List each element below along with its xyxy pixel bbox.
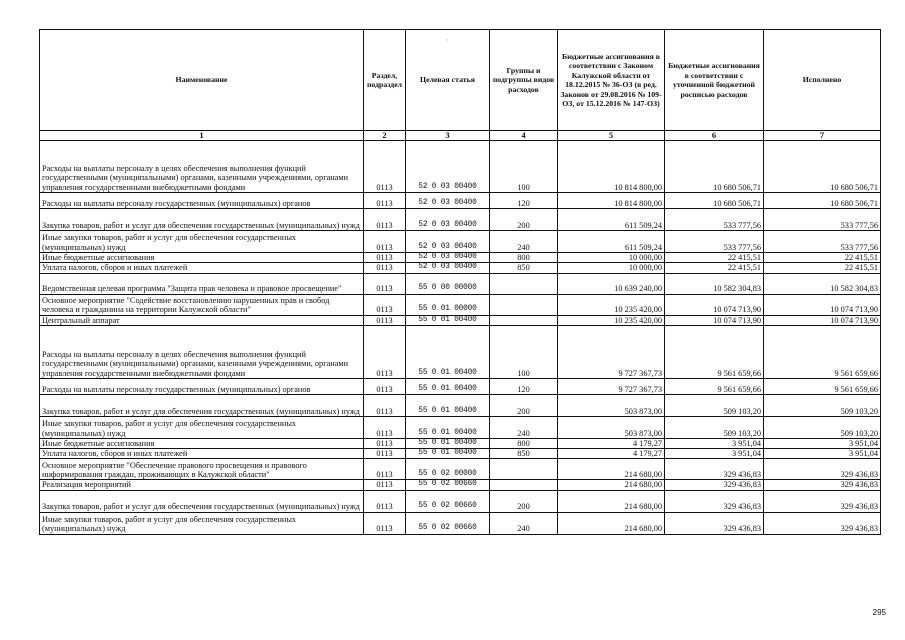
- row-approved: 611 509,24: [558, 209, 665, 231]
- row-section: 0113: [364, 480, 406, 490]
- row-section: 0113: [364, 459, 406, 480]
- table-row: [40, 294, 881, 315]
- row-name: Ведомственная целевая программа "Защита прав человека и правовое просвещение": [40, 273, 364, 294]
- row-refined: 22 415,51: [665, 253, 764, 263]
- row-executed: 10 680 506,71: [764, 193, 881, 209]
- row-section: 0113: [364, 438, 406, 448]
- header-target: Целевая статья: [406, 30, 490, 131]
- row-name: Иные бюджетные ассигнования: [40, 438, 364, 448]
- row-name: Иные закупки товаров, работ и услуг для обеспечения государственных (муниципальных) нужд: [40, 231, 364, 253]
- row-group: 200: [490, 490, 558, 512]
- row-section: 0113: [364, 315, 406, 325]
- table-row: [40, 449, 881, 459]
- row-approved: 10 814 800,00: [558, 141, 665, 193]
- row-target: 52 0 03 00400: [406, 141, 490, 193]
- row-approved: 10 639 240,00: [558, 273, 665, 294]
- scan-mark: `: [446, 40, 449, 47]
- row-refined: 22 415,51: [665, 263, 764, 273]
- row-approved: 10 814 800,00: [558, 193, 665, 209]
- row-refined: 10 680 506,71: [665, 193, 764, 209]
- col-number: 4: [490, 131, 558, 141]
- row-target: 52 0 03 00400: [406, 209, 490, 231]
- row-target: 55 0 01 00400: [406, 325, 490, 378]
- row-section: 0113: [364, 449, 406, 459]
- row-name: Расходы на выплаты персоналу в целях обеспечения выполнения функций государственными (муниципальными) органами, казенными учреждениями, органами управления государственными внебюджетными фондами: [40, 325, 364, 378]
- row-approved: 214 680,00: [558, 480, 665, 490]
- row-section: 0113: [364, 416, 406, 438]
- row-section: 0113: [364, 253, 406, 263]
- row-group: [490, 294, 558, 315]
- row-executed: 329 436,83: [764, 480, 881, 490]
- row-section: 0113: [364, 490, 406, 512]
- row-approved: 10 235 420,00: [558, 315, 665, 325]
- row-name: Расходы на выплаты персоналу государственных (муниципальных) органов: [40, 378, 364, 394]
- budget-table: [39, 29, 881, 535]
- table-row: [40, 231, 881, 253]
- row-section: 0113: [364, 325, 406, 378]
- table-row: [40, 416, 881, 438]
- row-target: 52 0 03 00400: [406, 193, 490, 209]
- row-target: 55 0 00 00000: [406, 273, 490, 294]
- row-group: 100: [490, 141, 558, 193]
- row-executed: 10 582 304,83: [764, 273, 881, 294]
- row-name: Основное мероприятие "Обеспечение правового просвещения и правового информирования граждан, проживающих в Калужской области": [40, 459, 364, 480]
- header-row: [40, 30, 881, 131]
- table-row: [40, 438, 881, 448]
- row-target: 52 0 03 00400: [406, 263, 490, 273]
- row-name: Реализация мероприятий: [40, 480, 364, 490]
- row-name: Закупка товаров, работ и услуг для обеспечения государственных (муниципальных) нужд: [40, 490, 364, 512]
- row-approved: 503 873,00: [558, 416, 665, 438]
- row-executed: 509 103,20: [764, 416, 881, 438]
- row-group: 120: [490, 378, 558, 394]
- row-refined: 9 561 659,66: [665, 378, 764, 394]
- row-target: 55 0 01 00400: [406, 315, 490, 325]
- row-refined: 533 777,56: [665, 231, 764, 253]
- row-approved: 10 235 420,00: [558, 294, 665, 315]
- col-number: 6: [665, 131, 764, 141]
- row-target: 55 0 01 00400: [406, 416, 490, 438]
- row-executed: 9 561 659,66: [764, 378, 881, 394]
- table-row: [40, 141, 881, 193]
- row-group: 240: [490, 231, 558, 253]
- table-row: [40, 315, 881, 325]
- row-group: [490, 315, 558, 325]
- row-refined: 10 680 506,71: [665, 141, 764, 193]
- header-section: Раздел, подраздел: [364, 30, 406, 131]
- row-name: Расходы на выплаты персоналу государственных (муниципальных) органов: [40, 193, 364, 209]
- table-row: [40, 209, 881, 231]
- table-row: [40, 263, 881, 273]
- row-refined: 329 436,83: [665, 480, 764, 490]
- row-refined: 329 436,83: [665, 512, 764, 534]
- row-target: 52 0 03 00400: [406, 231, 490, 253]
- row-refined: 509 103,20: [665, 416, 764, 438]
- row-approved: 214 680,00: [558, 512, 665, 534]
- header-executed: Исполнено: [764, 30, 881, 131]
- row-section: 0113: [364, 193, 406, 209]
- row-executed: 533 777,56: [764, 209, 881, 231]
- row-section: 0113: [364, 378, 406, 394]
- table-row: [40, 459, 881, 480]
- row-group: [490, 459, 558, 480]
- row-target: 55 0 01 00400: [406, 438, 490, 448]
- row-refined: 10 582 304,83: [665, 273, 764, 294]
- table-row: [40, 193, 881, 209]
- header-approved: Бюджетные ассигнования в соответствии с Законом Калужской области от 18.12.2015 № 36-ОЗ (в ред. Законов от 29.08.2016 № 109-ОЗ, от 15.12.2016 № 147-ОЗ): [558, 30, 665, 131]
- row-name: Расходы на выплаты персоналу в целях обеспечения выполнения функций государственными (муниципальными) органами, казенными учреждениями, органами управления государственными внебюджетными фондами: [40, 141, 364, 193]
- row-approved: 214 680,00: [558, 459, 665, 480]
- row-executed: 509 103,20: [764, 394, 881, 416]
- header-name: Наименование: [40, 30, 364, 131]
- row-group: 800: [490, 438, 558, 448]
- col-number: 7: [764, 131, 881, 141]
- row-approved: 4 179,27: [558, 449, 665, 459]
- row-target: 55 0 02 00660: [406, 512, 490, 534]
- row-refined: 329 436,83: [665, 459, 764, 480]
- row-approved: 9 727 367,73: [558, 325, 665, 378]
- row-group: 800: [490, 253, 558, 263]
- row-refined: 3 951,04: [665, 449, 764, 459]
- row-name: Уплата налогов, сборов и иных платежей: [40, 449, 364, 459]
- row-refined: 10 074 713,90: [665, 315, 764, 325]
- row-target: 55 0 02 00660: [406, 480, 490, 490]
- row-refined: 9 561 659,66: [665, 325, 764, 378]
- row-target: 55 0 01 00400: [406, 378, 490, 394]
- row-approved: 10 000,00: [558, 253, 665, 263]
- row-refined: 533 777,56: [665, 209, 764, 231]
- table-row: [40, 480, 881, 490]
- row-group: 120: [490, 193, 558, 209]
- row-section: 0113: [364, 263, 406, 273]
- row-section: 0113: [364, 512, 406, 534]
- col-number: 2: [364, 131, 406, 141]
- row-target: 55 0 01 00000: [406, 294, 490, 315]
- row-approved: 4 179,27: [558, 438, 665, 448]
- table-row: [40, 490, 881, 512]
- table-row: [40, 378, 881, 394]
- row-refined: 509 103,20: [665, 394, 764, 416]
- row-executed: 10 680 506,71: [764, 141, 881, 193]
- row-name: Закупка товаров, работ и услуг для обеспечения государственных (муниципальных) нужд: [40, 209, 364, 231]
- row-target: 55 0 02 00660: [406, 490, 490, 512]
- row-executed: 10 074 713,90: [764, 315, 881, 325]
- row-group: [490, 480, 558, 490]
- table-row: [40, 273, 881, 294]
- row-group: 850: [490, 449, 558, 459]
- row-section: 0113: [364, 294, 406, 315]
- row-group: 200: [490, 394, 558, 416]
- row-section: 0113: [364, 231, 406, 253]
- row-approved: 503 873,00: [558, 394, 665, 416]
- row-group: 240: [490, 416, 558, 438]
- row-section: 0113: [364, 273, 406, 294]
- row-refined: 3 951,04: [665, 438, 764, 448]
- row-executed: 329 436,83: [764, 490, 881, 512]
- page-number: 295: [872, 608, 886, 617]
- table-row: [40, 512, 881, 534]
- row-section: 0113: [364, 394, 406, 416]
- document-page: [39, 29, 880, 535]
- row-name: Иные бюджетные ассигнования: [40, 253, 364, 263]
- row-refined: 329 436,83: [665, 490, 764, 512]
- row-name: Уплата налогов, сборов и иных платежей: [40, 263, 364, 273]
- row-name: Основное мероприятие "Содействие восстановлению нарушенных прав и свобод человека и гражданина на территории Калужской области": [40, 294, 364, 315]
- row-executed: 3 951,04: [764, 449, 881, 459]
- table-row: [40, 394, 881, 416]
- row-section: 0113: [364, 141, 406, 193]
- row-executed: 22 415,51: [764, 263, 881, 273]
- row-executed: 329 436,83: [764, 459, 881, 480]
- header-groups: Группы и подгруппы видов расходов: [490, 30, 558, 131]
- col-number: 5: [558, 131, 665, 141]
- row-executed: 533 777,56: [764, 231, 881, 253]
- row-target: 55 0 01 00400: [406, 394, 490, 416]
- row-name: Закупка товаров, работ и услуг для обеспечения государственных (муниципальных) нужд: [40, 394, 364, 416]
- row-approved: 611 509,24: [558, 231, 665, 253]
- col-number: 1: [40, 131, 364, 141]
- row-refined: 10 074 713,90: [665, 294, 764, 315]
- col-number: 3: [406, 131, 490, 141]
- row-group: 850: [490, 263, 558, 273]
- row-approved: 10 000,00: [558, 263, 665, 273]
- row-name: Иные закупки товаров, работ и услуг для обеспечения государственных (муниципальных) нужд: [40, 416, 364, 438]
- row-target: 55 0 01 00400: [406, 449, 490, 459]
- row-approved: 214 680,00: [558, 490, 665, 512]
- row-approved: 9 727 367,73: [558, 378, 665, 394]
- row-target: 52 0 03 00400: [406, 253, 490, 263]
- row-executed: 329 436,83: [764, 512, 881, 534]
- header-refined: Бюджетные ассигнования в соответствии с уточненной бюджетной росписью расходов: [665, 30, 764, 131]
- row-executed: 22 415,51: [764, 253, 881, 263]
- row-executed: 10 074 713,90: [764, 294, 881, 315]
- table-row: [40, 253, 881, 263]
- row-group: [490, 273, 558, 294]
- row-name: Центральный аппарат: [40, 315, 364, 325]
- row-name: Иные закупки товаров, работ и услуг для обеспечения государственных (муниципальных) нужд: [40, 512, 364, 534]
- row-section: 0113: [364, 209, 406, 231]
- row-group: 240: [490, 512, 558, 534]
- column-number-row: [40, 131, 881, 141]
- row-group: 200: [490, 209, 558, 231]
- row-executed: 3 951,04: [764, 438, 881, 448]
- table-row: [40, 325, 881, 378]
- row-executed: 9 561 659,66: [764, 325, 881, 378]
- row-target: 55 0 02 00000: [406, 459, 490, 480]
- row-group: 100: [490, 325, 558, 378]
